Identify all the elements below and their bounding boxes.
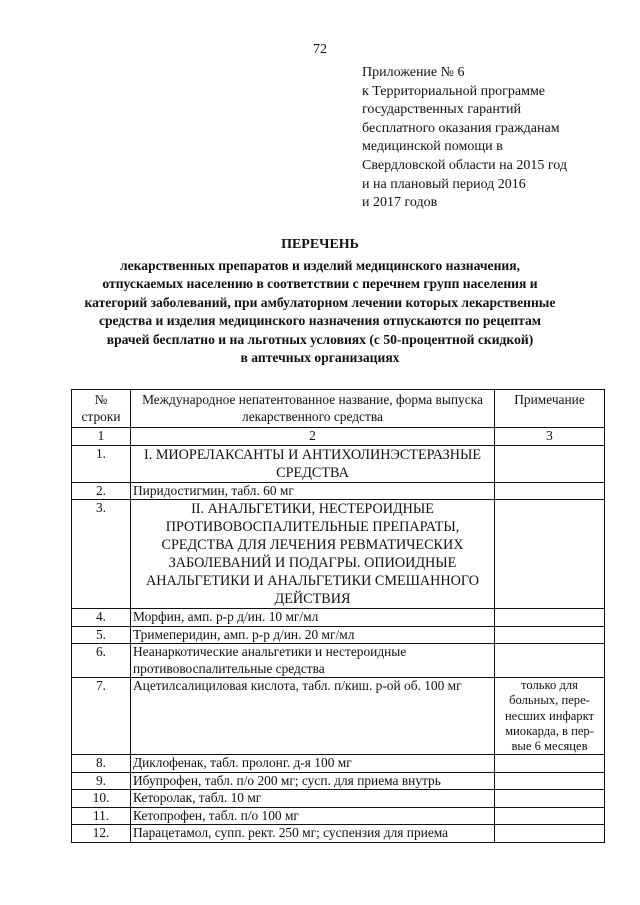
row-note [495, 772, 605, 790]
table-row [72, 609, 605, 627]
table-row [72, 825, 605, 843]
row-number: 9. [72, 772, 131, 790]
drug-name: Диклофенак, табл. пролонг. д-я 100 мг [131, 755, 495, 773]
page-number: 72 [313, 42, 327, 57]
drug-name: Кеторолак, табл. 10 мг [131, 790, 495, 808]
appendix-line: Свердловской области на 2015 год [362, 157, 567, 173]
row-note [495, 482, 605, 500]
row-number: 5. [72, 626, 131, 644]
table-row [72, 678, 605, 755]
header-row-number: № строки [72, 390, 131, 428]
header-note: Примечание [495, 390, 605, 428]
row-note [495, 790, 605, 808]
row-note [495, 644, 605, 678]
row-note [495, 626, 605, 644]
drug-name: Ацетилсалициловая кислота, табл. п/киш. р-ой об. 100 мг [131, 678, 495, 755]
table-row [72, 807, 605, 825]
row-note [495, 500, 605, 609]
subtitle-line: в аптечных организациях [240, 350, 400, 365]
column-number: 2 [131, 428, 495, 446]
table-row [72, 500, 605, 609]
row-note [495, 807, 605, 825]
row-number: 6. [72, 644, 131, 678]
appendix-line: бесплатного оказания гражданам [362, 120, 560, 136]
drug-list-table [71, 389, 605, 843]
header-drug-name: Международное непатентованное название, форма выпуска лекарственного средства [131, 390, 495, 428]
appendix-line: и на плановый период 2016 [362, 176, 526, 192]
table-row [72, 482, 605, 500]
table-row [72, 644, 605, 678]
row-note: только для больных, пере-несших инфаркт миокарда, в пер-вые 6 месяцев [495, 678, 605, 755]
row-number: 11. [72, 807, 131, 825]
appendix-line: государственных гарантий [362, 102, 521, 118]
appendix-line: к Территориальной программе [362, 83, 546, 99]
row-note [495, 445, 605, 482]
appendix-line: и 2017 годов [362, 195, 438, 211]
drug-name: Кетопрофен, табл. п/о 100 мг [131, 807, 495, 825]
column-number: 3 [495, 428, 605, 446]
row-number: 4. [72, 609, 131, 627]
section-heading: II. АНАЛЬГЕТИКИ, НЕСТЕРОИДНЫЕ ПРОТИВОВОСПАЛИТЕЛЬНЫЕ ПРЕПАРАТЫ, СРЕДСТВА ДЛЯ ЛЕЧЕНИЯ РЕВМАТИЧЕСКИХ ЗАБОЛЕВАНИЙ И ПОДАГРЫ. ОПИОИДНЫЕ АНАЛЬГЕТИКИ И АНАЛЬГЕТИКИ СМЕШАННОГО ДЕЙСТВИЯ [131, 500, 495, 609]
table-row [72, 755, 605, 773]
table-header-row [72, 390, 605, 428]
section-heading: I. МИОРЕЛАКСАНТЫ И АНТИХОЛИНЭСТЕРАЗНЫЕ СРЕДСТВА [131, 445, 495, 482]
drug-name: Пиридостигмин, табл. 60 мг [131, 482, 495, 500]
row-note [495, 825, 605, 843]
subtitle-line: категорий заболеваний, при амбулаторном лечении которых лекарственные [84, 294, 556, 310]
row-number: 7. [72, 678, 131, 755]
column-number-row [72, 428, 605, 446]
row-number: 8. [72, 755, 131, 773]
table-row [72, 626, 605, 644]
table-row [72, 790, 605, 808]
row-number: 12. [72, 825, 131, 843]
appendix-line: Приложение № 6 [362, 65, 465, 80]
subtitle-line: средства и изделия медицинского назначения отпускаются по рецептам [98, 313, 542, 328]
row-number: 3. [72, 500, 131, 609]
table-row [72, 772, 605, 790]
subtitle-line: врачей бесплатно и на льготных условиях (с 50-процентной скидкой) [106, 331, 534, 347]
subtitle-line: лекарственных препаратов и изделий медицинского назначения, [120, 257, 520, 273]
drug-name: Неанаркотические анальгетики и нестероидные противовоспалительные средства [131, 644, 495, 678]
drug-name: Парацетамол, супп. рект. 250 мг; суспензия для приема [131, 825, 495, 843]
document-title: ПЕРЕЧЕНЬ [281, 237, 359, 252]
row-number: 1. [72, 445, 131, 482]
drug-name: Тримеперидин, амп. р-р д/ин. 20 мг/мл [131, 626, 495, 644]
subtitle-line: отпускаемых населению в соответствии с перечнем групп населения и [102, 276, 538, 291]
table-row [72, 445, 605, 482]
appendix-header [362, 64, 622, 213]
row-note [495, 755, 605, 773]
row-number: 2. [72, 482, 131, 500]
row-number: 10. [72, 790, 131, 808]
drug-name: Морфин, амп. р-р д/ин. 10 мг/мл [131, 609, 495, 627]
row-note [495, 609, 605, 627]
drug-name: Ибупрофен, табл. п/о 200 мг; сусп. для приема внутрь [131, 772, 495, 790]
document-title-block [40, 236, 600, 368]
column-number: 1 [72, 428, 131, 446]
appendix-line: медицинской помощи в [362, 139, 503, 155]
